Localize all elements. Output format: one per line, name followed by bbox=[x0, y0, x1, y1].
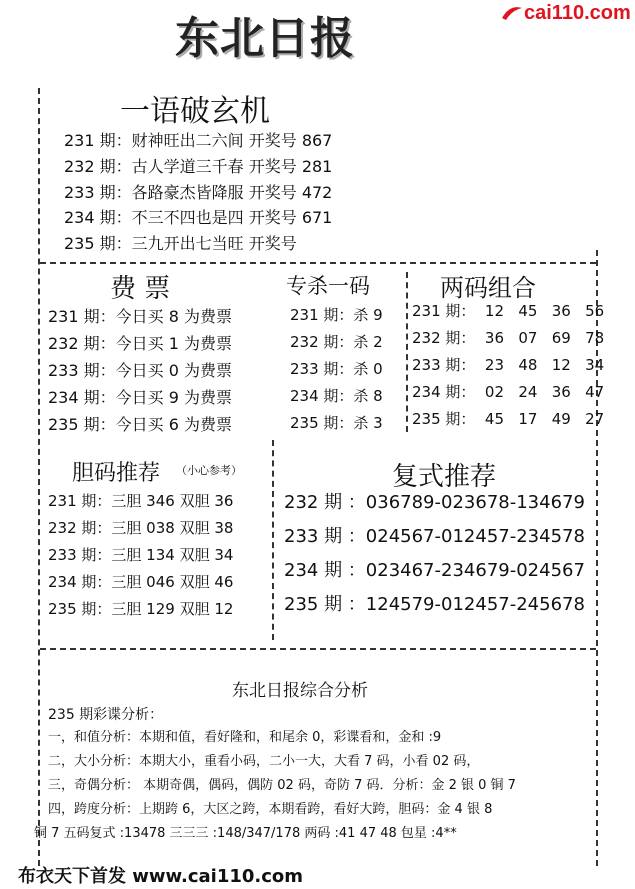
frame-divider-middle bbox=[272, 440, 274, 640]
analysis-line: 铜 7 五码复式 :13478 三三三 :148/347/178 两码 :41 47 48 包星 :4** bbox=[34, 826, 457, 841]
list-item: 231 期：三胆 346 双胆 36 bbox=[48, 492, 234, 510]
list-item: 234 期： 02 24 36 47 bbox=[412, 383, 605, 401]
list-item bbox=[64, 180, 332, 203]
list-item bbox=[64, 205, 332, 228]
period-label: 232 期 bbox=[64, 157, 116, 176]
period-label: 233 期 bbox=[64, 183, 116, 202]
list-item: 232 期：今日买 1 为费票 bbox=[48, 334, 232, 353]
list-item: 233 期 ：024567-012457-234578 bbox=[284, 526, 585, 547]
riddle-text: ：不三不四也是四 开奖号 671 bbox=[115, 208, 333, 227]
analysis-line: 四，跨度分析：上期跨 6，大区之跨，本期看跨，看好大跨，胆码：金 4 银 8 bbox=[48, 802, 493, 817]
fushi-section-title: 复式推荐 bbox=[392, 462, 497, 492]
list-item: 234 期 ：023467-234679-024567 bbox=[284, 560, 585, 581]
list-item: 232 期： 36 07 69 78 bbox=[412, 329, 605, 347]
list-item: 234 期：杀 8 bbox=[290, 387, 383, 405]
riddle-text: ：各路豪杰皆降服 开奖号 472 bbox=[115, 183, 333, 202]
period-label: 234 期 bbox=[64, 208, 116, 227]
riddle-text: ：三九开出七当旺 开奖号 bbox=[115, 234, 297, 253]
list-item: 233 期： 23 48 12 34 bbox=[412, 356, 605, 374]
riddle-text: ：财神旺出二六间 开奖号 867 bbox=[115, 131, 333, 150]
list-item: 235 期：三胆 129 双胆 12 bbox=[48, 600, 234, 618]
footer-credit: 布衣天下首发 www.cai110.com bbox=[18, 866, 304, 887]
danma-note: （小心参考） bbox=[176, 464, 242, 477]
period-label: 235 期 bbox=[64, 234, 116, 253]
feipiao-section-title: 费 票 bbox=[110, 274, 171, 304]
list-item bbox=[64, 231, 297, 254]
analysis-line: 二，大小分析：本期大小，重看小码，二小一大，大看 7 码，小看 02 码， bbox=[48, 754, 480, 769]
site-logo[interactable] bbox=[500, 2, 632, 26]
list-item: 231 期：今日买 8 为费票 bbox=[48, 307, 232, 326]
list-item bbox=[64, 154, 332, 177]
list-item: 233 期：今日买 0 为费票 bbox=[48, 361, 232, 380]
list-item: 233 期：三胆 134 双胆 34 bbox=[48, 546, 234, 564]
yiyu-section-title: 一语破玄机 bbox=[120, 94, 270, 129]
zhuansha-section-title: 专杀一码 bbox=[286, 274, 370, 298]
list-item: 232 期：杀 2 bbox=[290, 333, 383, 351]
frame-divider-zhuansha bbox=[406, 272, 408, 432]
masthead-title: 东北日报 bbox=[175, 13, 355, 64]
logo-swoosh-icon bbox=[500, 2, 524, 24]
list-item: 233 期：杀 0 bbox=[290, 360, 383, 378]
analysis-section-title: 东北日报综合分析 bbox=[232, 681, 368, 701]
logo-text: cai110.com bbox=[524, 2, 631, 24]
frame-left-border bbox=[38, 88, 40, 866]
list-item: 235 期 ：124579-012457-245678 bbox=[284, 594, 585, 615]
list-item: 231 期： 12 45 36 56 bbox=[412, 302, 605, 320]
list-item: 234 期：三胆 046 双胆 46 bbox=[48, 573, 234, 591]
list-item: 232 期 ：036789-023678-134679 bbox=[284, 492, 585, 513]
list-item: 235 期：今日买 6 为费票 bbox=[48, 415, 232, 434]
riddle-text: ：古人学道三千春 开奖号 281 bbox=[115, 157, 333, 176]
frame-divider-analysis bbox=[40, 648, 596, 650]
list-item: 231 期：杀 9 bbox=[290, 306, 383, 324]
list-item: 232 期：三胆 038 双胆 38 bbox=[48, 519, 234, 537]
danma-section-title: 胆码推荐 bbox=[72, 461, 161, 486]
analysis-line: 三，奇偶分析： 本期奇偶，偶码，偶防 02 码，奇防 7 码．分析：金 2 银 0 铜 7 bbox=[48, 778, 516, 793]
period-label: 231 期 bbox=[64, 131, 116, 150]
liangma-section-title: 两码组合 bbox=[440, 274, 536, 302]
analysis-subtitle: 235 期彩谍分析： bbox=[48, 707, 164, 723]
list-item: 235 期： 45 17 49 27 bbox=[412, 410, 605, 428]
list-item bbox=[64, 128, 332, 151]
list-item: 234 期：今日买 9 为费票 bbox=[48, 388, 232, 407]
frame-divider-top bbox=[40, 262, 596, 264]
list-item: 235 期：杀 3 bbox=[290, 414, 383, 432]
analysis-line: 一，和值分析：本期和值，看好隆和，和尾余 0，彩谍看和，金和 :9 bbox=[48, 730, 442, 745]
